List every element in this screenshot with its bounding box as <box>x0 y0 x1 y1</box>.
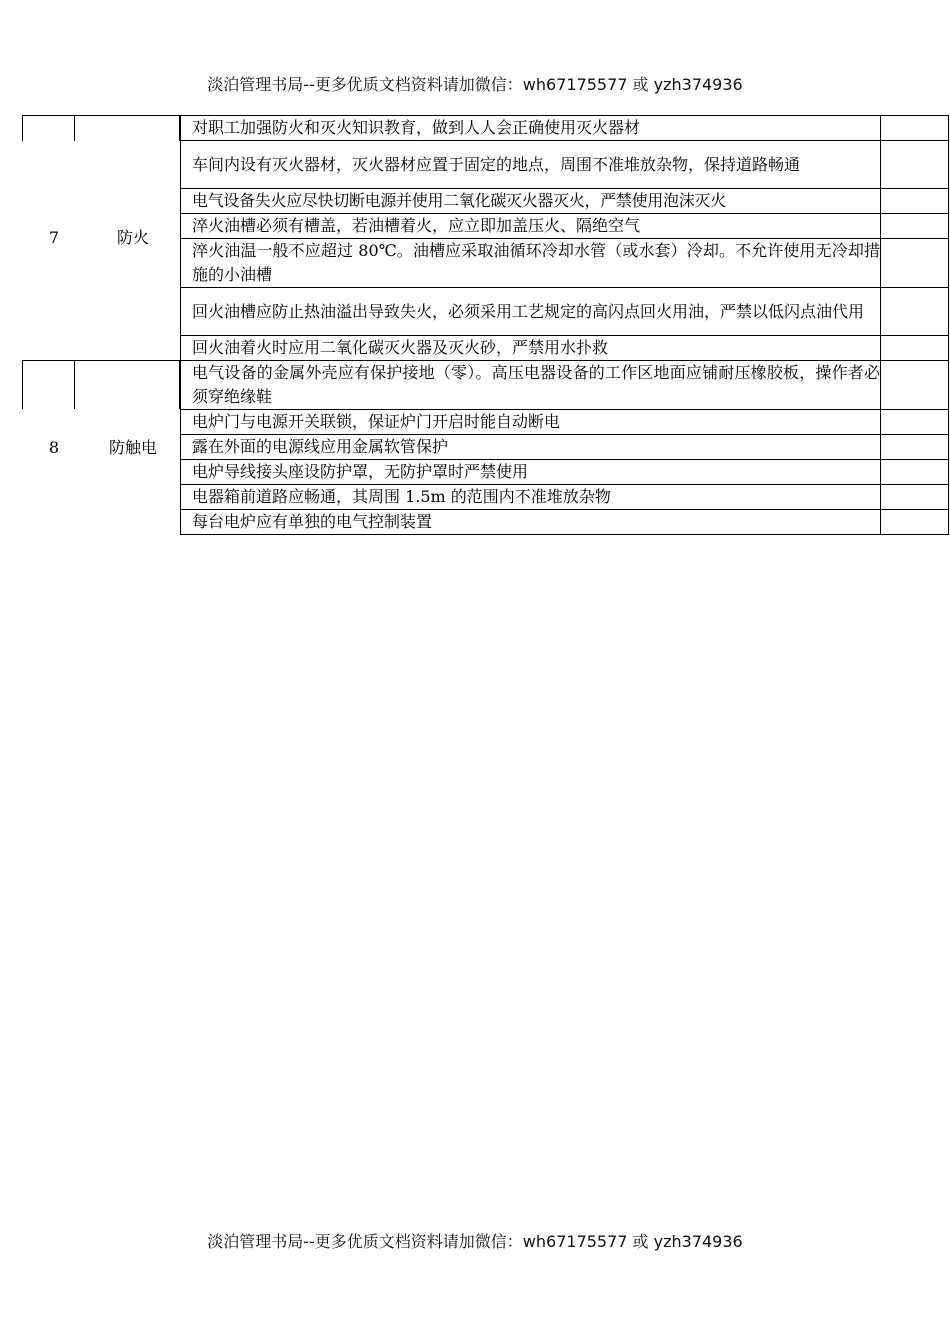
requirement-cell: 电器箱前道路应畅通，其周围 1.5m 的范围内不准堆放杂物 <box>181 485 881 510</box>
requirement-cell: 露在外面的电源线应用金属软管保护 <box>181 435 881 460</box>
check-cell <box>881 116 949 141</box>
requirement-cell: 电炉门与电源开关联锁，保证炉门开启时能自动断电 <box>181 410 881 435</box>
requirement-cell: 淬火油温一般不应超过 80℃。油槽应采取油循环冷却水管（或水套）冷却。不允许使用无冷却措施的小油槽 <box>181 239 881 288</box>
check-cell <box>881 435 949 460</box>
requirement-cell: 电炉导线接头座设防护罩，无防护罩时严禁使用 <box>181 460 881 485</box>
section-number: 7 <box>22 116 75 361</box>
check-cell <box>881 510 949 535</box>
check-cell <box>881 485 949 510</box>
safety-requirements-table <box>22 115 949 535</box>
table-row <box>22 361 949 410</box>
check-cell <box>881 239 949 288</box>
requirement-cell: 每台电炉应有单独的电气控制装置 <box>181 510 881 535</box>
check-cell <box>881 410 949 435</box>
check-cell <box>881 361 949 410</box>
requirement-cell: 电气设备失火应尽快切断电源并使用二氧化碳灭火器灭火，严禁使用泡沫灭火 <box>181 189 881 214</box>
section-category: 防触电 <box>75 361 181 535</box>
table-row <box>22 116 949 141</box>
check-cell <box>881 288 949 336</box>
check-cell <box>881 141 949 189</box>
check-cell <box>881 214 949 239</box>
check-cell <box>881 460 949 485</box>
page-header: 淡泊管理书局--更多优质文档资料请加微信：wh67175577 或 yzh374936 <box>207 75 743 94</box>
requirement-cell: 电气设备的金属外壳应有保护接地（零）。高压电器设备的工作区地面应铺耐压橡胶板，操作者必须穿绝缘鞋 <box>181 361 881 410</box>
requirement-cell: 淬火油槽必须有槽盖，若油槽着火，应立即加盖压火、隔绝空气 <box>181 214 881 239</box>
requirement-cell: 回火油槽应防止热油溢出导致失火，必须采用工艺规定的高闪点回火用油，严禁以低闪点油代用 <box>181 288 881 336</box>
requirement-cell: 车间内设有灭火器材，灭火器材应置于固定的地点，周围不准堆放杂物，保持道路畅通 <box>181 141 881 189</box>
section-number: 8 <box>22 361 75 535</box>
requirement-cell: 对职工加强防火和灭火知识教育，做到人人会正确使用灭火器材 <box>181 116 881 141</box>
requirement-cell: 回火油着火时应用二氧化碳灭火器及灭火砂，严禁用水扑救 <box>181 336 881 361</box>
check-cell <box>881 189 949 214</box>
check-cell <box>881 336 949 361</box>
section-category: 防火 <box>75 116 181 361</box>
page-footer: 淡泊管理书局--更多优质文档资料请加微信：wh67175577 或 yzh374936 <box>207 1232 743 1251</box>
